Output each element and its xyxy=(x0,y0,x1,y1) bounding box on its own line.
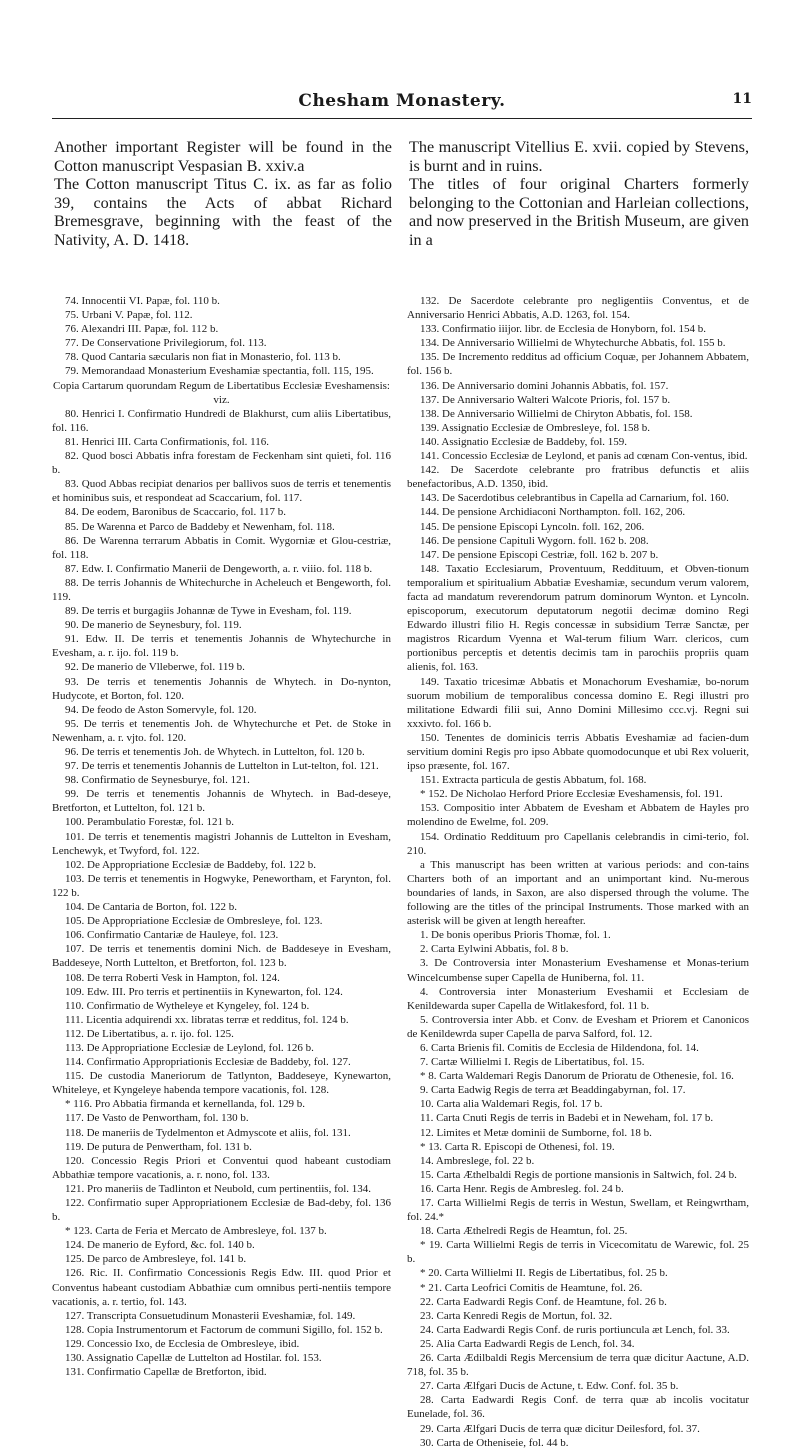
entry: 112. De Libertatibus, a. r. ijo. fol. 125. xyxy=(65,1027,234,1040)
entry: 6. Carta Brienis fil. Comitis de Ecclesia de Hildendona, fol. 14. xyxy=(420,1041,699,1054)
entry: 137. De Anniversario Walteri Walcote Prioris, fol. 157 b. xyxy=(420,393,671,406)
entry: 14. Ambreslege, fol. 22 b. xyxy=(420,1154,535,1167)
entry: 128. Copia Instrumentorum et Factorum de communi Sigillo, fol. 152 b. xyxy=(65,1323,383,1336)
entry: 103. De terris et tenementis in Hogwyke, Penewortham, et Farynton, fol. 122 b. xyxy=(52,872,391,899)
entry: 86. De Warenna terrarum Abbatis in Comit. Wygorniæ et Glou-cestriæ, fol. 118. xyxy=(52,534,391,561)
entry: 109. Edw. III. Pro terris et pertinentiis in Kynewarton, fol. 124. xyxy=(65,985,343,998)
entry: 79. Memorandaad Monasterium Eveshamiæ spectantia, foll. 115, 195. xyxy=(65,365,374,378)
entry: 149. Taxatio tricesimæ Abbatis et Monachorum Eveshamiæ, bo-norum suorum mobilium de temporalibus concessa domino E. Regi illustri pro militatione Edwardi filii sui, Anno Domini Millesimo ccc.vj. Regni sui xxxivto. fol. 166 b. xyxy=(407,675,749,730)
entry: 89. De terris et burgagiis Johannæ de Tywe in Evesham, fol. 119. xyxy=(65,605,352,618)
entry: 100. Perambulatio Forestæ, fol. 121 b. xyxy=(65,816,234,829)
intro-paragraph: Another important Register will be found in the Cotton manuscript Vespasian B. xxiv.a xyxy=(54,138,392,175)
entry: * 13. Carta R. Episcopi de Othenesi, fol. 19. xyxy=(420,1140,615,1153)
entry: 107. De terris et tenementis domini Nich. de Baddeseye in Evesham, Baddeseye, North Luttelton, et Bretforton, fol. 123 b. xyxy=(52,943,391,970)
entry: 9. Carta Eadwig Regis de terra æt Beaddingabyrnan, fol. 17. xyxy=(420,1084,686,1097)
entry: 29. Carta Ælfgari Ducis de terra quæ dicitur Deilesford, fol. 37. xyxy=(420,1422,700,1435)
entry: 140. Assignatio Ecclesiæ de Baddeby, fol. 159. xyxy=(420,435,628,448)
entry: 87. Edw. I. Confirmatio Manerii de Dengeworth, a. r. viiio. fol. 118 b. xyxy=(65,562,373,575)
entry: 126. Ric. II. Confirmatio Concessionis Regis Edw. III. quod Prior et Conventus habeant custodiam Abbathiæ cum omnibus perti-nentiis tempore vacationis, a. r. tertio, fol. 143. xyxy=(52,1267,391,1308)
entry: 11. Carta Cnuti Regis de terris in Badebi et in Neweham, fol. 17 b. xyxy=(420,1112,714,1125)
left-column-entries xyxy=(52,294,391,1379)
intro-left-column xyxy=(54,138,392,250)
entry: * 20. Carta Willielmi II. Regis de Libertatibus, fol. 25 b. xyxy=(420,1267,668,1280)
entry: Copia Cartarum quorundam Regum de Libertatibus Ecclesiæ Eveshamensis: viz. xyxy=(53,379,390,406)
entry: 84. De eodem, Baronibus de Scaccario, fol. 117 b. xyxy=(65,506,287,519)
entry: 153. Compositio inter Abbatem de Evesham et Abbatem de Hayles pro molendino de Ewelme, fol. 209. xyxy=(407,802,749,829)
entry: 23. Carta Kenredi Regis de Mortun, fol. 32. xyxy=(420,1309,613,1322)
entry: 105. De Appropriatione Ecclesiæ de Ombresleye, fol. 123. xyxy=(65,915,323,928)
entry: 74. Innocentii VI. Papæ, fol. 110 b. xyxy=(65,295,220,307)
entry: 80. Henrici I. Confirmatio Hundredi de Blakhurst, cum aliis Libertatibus, fol. 116. xyxy=(52,407,391,434)
entry: 82. Quod bosci Abbatis infra forestam de Feckenham sint quieti, fol. 116 b. xyxy=(52,450,391,477)
entry: 134. De Anniversario Willielmi de Whytechurche Abbatis, fol. 155 b. xyxy=(420,337,726,350)
entry: 133. Confirmatio iiijor. libr. de Ecclesia de Honyborn, fol. 154 b. xyxy=(420,323,706,336)
entry: 114. Confirmatio Appropriationis Ecclesiæ de Baddeby, fol. 127. xyxy=(65,1056,351,1069)
entry: 81. Henrici III. Carta Confirmationis, fol. 116. xyxy=(65,435,269,448)
intro-paragraph: The Cotton manuscript Titus C. ix. as far as folio 39, contains the Acts of abbat Richard Bremesgrave, beginning with the feast of the Nativity, A. D. 1418. xyxy=(54,175,392,249)
entry: 90. De manerio de Seynesbury, fol. 119. xyxy=(65,619,242,632)
entry: 83. Quod Abbas recipiat denarios per ballivos suos de terris et tenementis et hominibus suis, et respondeat ad Scaccarium, fol. 117. xyxy=(52,478,391,505)
entry: 124. De manerio de Eyford, &c. fol. 140 b. xyxy=(65,1239,255,1252)
entry: 30. Carta de Otheniseie, fol. 44 b. xyxy=(420,1436,569,1449)
entry: 94. De feodo de Aston Somervyle, fol. 120. xyxy=(65,703,257,716)
entry: 16. Carta Henr. Regis de Ambresleg. fol. 24 b. xyxy=(420,1182,624,1195)
entry: 18. Carta Æthelredi Regis de Heamtun, fol. 25. xyxy=(420,1225,628,1238)
entry: 97. De terris et tenementis Johannis de Luttelton in Lut-telton, fol. 121. xyxy=(65,760,379,773)
entry: 92. De manerio de Vlleberwe, fol. 119 b. xyxy=(65,661,245,674)
entry: 4. Controversia inter Monasterium Eveshamii et Ecclesiam de Kenildewarda super Capella de Witlakesford, fol. 11 b. xyxy=(407,985,749,1012)
entry: 150. Tenentes de dominicis terris Abbatis Eveshamiæ ad facien-dum servitium domini Regis pro ipso Abbate quomodocunque et ubi Rex voluerit, ipso præsente, fol. 167. xyxy=(407,731,749,773)
entry: 147. De pensione Episcopi Cestriæ, foll. 162 b. 207 b. xyxy=(420,548,659,561)
entry: 139. Assignatio Ecclesiæ de Ombresleye, fol. 158 b. xyxy=(420,421,651,434)
entry: * 116. Pro Abbatia firmanda et kernellanda, fol. 129 b. xyxy=(65,1098,306,1111)
entry: 26. Carta Ædilbaldi Regis Mercensium de terra quæ dicitur Aactune, A.D. 718, fol. 35 b. xyxy=(407,1352,749,1379)
entry: 130. Assignatio Capellæ de Luttelton ad Hostilar. fol. 153. xyxy=(65,1352,322,1365)
intro-right-column xyxy=(409,138,749,250)
entry: * 8. Carta Waldemari Regis Danorum de Prioratu de Othenesie, fol. 16. xyxy=(420,1070,734,1083)
entry: 3. De Controversia inter Monasterium Eveshamense et Monas-terium Wincelcumbense super Capella de Huniberna, fol. 11. xyxy=(407,957,749,984)
entry: 138. De Anniversario Willielmi de Chiryton Abbatis, fol. 158. xyxy=(420,407,693,420)
entry: 93. De terris et tenementis Johannis de Whytech. in Do-nynton, Hudycote, et Borton, fol. 120. xyxy=(52,675,391,702)
entry: 151. Extracta particula de gestis Abbatum, fol. 168. xyxy=(420,774,647,787)
header-rule xyxy=(52,118,752,119)
entry: 129. Concessio Ixo, de Ecclesia de Ombresleye, ibid. xyxy=(65,1337,300,1350)
entry: * 152. De Nicholao Herford Priore Ecclesiæ Eveshamensis, fol. 191. xyxy=(420,788,723,801)
entry: 24. Carta Eadwardi Regis Conf. de ruris portiuncula æt Lench, fol. 33. xyxy=(420,1323,730,1336)
intro-paragraph: The titles of four original Charters formerly belonging to the Cottonian and Harleian collections, and now preserved in the British Museum, are given in a xyxy=(409,175,749,249)
entry: 25. Alia Carta Eadwardi Regis de Lench, fol. 34. xyxy=(420,1337,635,1350)
entry: 99. De terris et tenementis Johannis de Whytech. in Bad-deseye, Bretforton, et Luttelton, fol. 121 b. xyxy=(52,788,391,815)
right-column-entries xyxy=(407,294,749,1450)
entry: 131. Confirmatio Capellæ de Bretforton, ibid. xyxy=(65,1366,267,1379)
entry: 127. Transcripta Consuetudinum Monasterii Eveshamiæ, fol. 149. xyxy=(65,1309,356,1322)
entry: 22. Carta Eadwardi Regis Conf. de Heamtune, fol. 26 b. xyxy=(420,1295,667,1308)
entry: 132. De Sacerdote celebrante pro negligentiis Conventus, et de Anniversario Henrici Abbatis, A.D. 1263, fol. 154. xyxy=(407,295,749,322)
entry: 110. Confirmatio de Wytheleye et Kyngeley, fol. 124 b. xyxy=(65,999,310,1012)
entry: 10. Carta alia Waldemari Regis, fol. 17 b. xyxy=(420,1098,603,1111)
entry: 5. Controversia inter Abb. et Conv. de Evesham et Priorem et Canonicos de Kenildewrda super Capella de parva Salford, fol. 12. xyxy=(407,1013,749,1040)
entry: 96. De terris et tenementis Joh. de Whytech. in Luttelton, fol. 120 b. xyxy=(65,746,365,758)
entry: 141. Concessio Ecclesiæ de Leylond, et panis ad cœnam Con-ventus, ibid. xyxy=(420,450,748,463)
entry: 142. De Sacerdote celebrante pro fratribus defunctis et aliis benefactoribus, A.D. 1350, ibid. xyxy=(407,464,749,491)
entry: 154. Ordinatio Reddituum pro Capellanis celebrandis in cimi-terio, fol. 210. xyxy=(407,830,749,857)
entry: * 123. Carta de Feria et Mercato de Ambresleye, fol. 137 b. xyxy=(65,1225,327,1238)
entry: 148. Taxatio Ecclesiarum, Proventuum, Reddituum, et Obven-tionum temporalium et spiritualium Abbatiæ Eveshamiæ, secundum verum valorem, facta ad mandatum reverendorum patrum dominorum Wynton. et Lyncoln. episcoporum, executorum deputatorum negotii decimæ domino Regi Edwardo illustri filio H. Regis concessæ in subsidium Terræ Sanctæ, per magistros Ricardum Vyenna et Wal-terum filium Warr. clericos, cum portionibus perceptis et detentis decimis tam in parochiis propriis quam alienis, fol. 163. xyxy=(407,562,749,674)
entry: 77. De Conservatione Privilegiorum, fol. 113. xyxy=(65,337,267,350)
entry: 108. De terra Roberti Vesk in Hampton, fol. 124. xyxy=(65,971,280,984)
entry: 125. De parco de Ambresleye, fol. 141 b. xyxy=(65,1253,247,1266)
entry: 121. Pro maneriis de Tadlinton et Neubold, cum pertinentiis, fol. 134. xyxy=(65,1182,372,1195)
entry: 136. De Anniversario domini Johannis Abbatis, fol. 157. xyxy=(420,379,669,392)
entry: 28. Carta Eadwardi Regis Conf. de terra quæ ab incolis vocitatur Eunelade, fol. 36. xyxy=(407,1394,749,1421)
entry: 146. De pensione Capituli Wygorn. foll. 162 b. 208. xyxy=(420,534,649,547)
entry: 118. De maneriis de Tydelmenton et Admyscote et aliis, fol. 131. xyxy=(65,1126,351,1139)
entry: 144. De pensione Archidiaconi Northampton. foll. 162, 206. xyxy=(420,506,686,519)
entry: 135. De Incremento redditus ad officium Coquæ, per Johannem Abbatem, fol. 156 b. xyxy=(407,351,749,378)
page-number: 11 xyxy=(732,91,752,107)
entry: 98. Confirmatio de Seynesburye, fol. 121. xyxy=(65,774,250,787)
entry: 95. De terris et tenementis Joh. de Whytechurche et Pet. de Stoke in Newenham, a. r. vjto. fol. 120. xyxy=(52,717,391,744)
entry: 27. Carta Ælfgari Ducis de Actune, t. Edw. Conf. fol. 35 b. xyxy=(420,1380,679,1393)
entry: 7. Cartæ Willielmi I. Regis de Libertatibus, fol. 15. xyxy=(420,1056,645,1069)
entry: * 19. Carta Willielmi Regis de terris in Vicecomitatu de Warewic, fol. 25 b. xyxy=(407,1239,749,1266)
page-title: Chesham Monastery. xyxy=(298,91,506,111)
entry: 78. Quod Cantaria sæcularis non fiat in Monasterio, fol. 113 b. xyxy=(65,351,341,364)
entry: 88. De terris Johannis de Whitechurche in Acheleuch et Bengeworth, fol. 119. xyxy=(52,576,391,603)
entry: 91. Edw. II. De terris et tenementis Johannis de Whytechurche in Evesham, a. r. ijo. fol. 119 b. xyxy=(52,633,391,660)
entry: 1. De bonis operibus Prioris Thomæ, fol. 1. xyxy=(420,929,611,942)
entry: 101. De terris et tenementis magistri Johannis de Luttelton in Evesham, Lenchewyk, et Twyford, fol. 122. xyxy=(52,830,391,857)
entry: a This manuscript has been written at various periods: and con-tains Charters both of an important and an unimportant kind. Nu-merous boundaries of lands, in Saxon, are also dispersed through the volume. The following are the titles of the principal Instruments. Those marked with an asterisk will be given at length hereafter. xyxy=(407,858,749,928)
entry: 15. Carta Æthelbaldi Regis de portione mansionis in Saltwich, fol. 24 b. xyxy=(420,1168,737,1181)
entry: 75. Urbani V. Papæ, fol. 112. xyxy=(65,309,193,322)
entry: 120. Concessio Regis Priori et Conventui quod habeant custodiam Abbathiæ tempore vacationis, a. r. nono, fol. 133. xyxy=(52,1154,391,1181)
entry: 115. De custodia Maneriorum de Tatlynton, Baddeseye, Kynewarton, Whiteleye, et Kyngeleye habenda tempore vacationis, fol. 128. xyxy=(52,1070,391,1097)
entry: 2. Carta Eylwini Abbatis, fol. 8 b. xyxy=(420,943,569,956)
entry: 12. Limites et Metæ dominii de Sumborne, fol. 18 b. xyxy=(420,1126,652,1139)
entry: 76. Alexandri III. Papæ, fol. 112 b. xyxy=(65,323,219,336)
entry: 113. De Appropriatione Ecclesiæ de Leylond, fol. 126 b. xyxy=(65,1041,314,1054)
entry: 111. Licentia adquirendi xx. libratas terræ et redditus, fol. 124 b. xyxy=(65,1013,349,1026)
intro-paragraph: The manuscript Vitellius E. xvii. copied by Stevens, is burnt and in ruins. xyxy=(409,138,749,175)
entry: 145. De pensione Episcopi Lyncoln. foll. 162, 206. xyxy=(420,520,645,533)
entry: 85. De Warenna et Parco de Baddeby et Newenham, fol. 118. xyxy=(65,520,335,533)
entry: 104. De Cantaria de Borton, fol. 122 b. xyxy=(65,901,237,914)
entry: 106. Confirmatio Cantariæ de Hauleye, fol. 123. xyxy=(65,929,279,942)
entry: * 21. Carta Leofrici Comitis de Heamtune, fol. 26. xyxy=(420,1281,643,1294)
entry: 143. De Sacerdotibus celebrantibus in Capella ad Carnarium, fol. 160. xyxy=(420,492,729,505)
entry: 17. Carta Willielmi Regis de terris in Westun, Swellam, et Reingwrtham, fol. 24.* xyxy=(407,1197,749,1224)
entry: 102. De Appropriatione Ecclesiæ de Baddeby, fol. 122 b. xyxy=(65,858,317,871)
entry: 119. De putura de Penwertham, fol. 131 b. xyxy=(65,1140,252,1153)
entry: 117. De Vasto de Penwortham, fol. 130 b. xyxy=(65,1112,249,1125)
running-header xyxy=(52,89,752,115)
entry: 122. Confirmatio super Appropriationem Ecclesiæ de Bad-deby, fol. 136 b. xyxy=(52,1197,391,1224)
